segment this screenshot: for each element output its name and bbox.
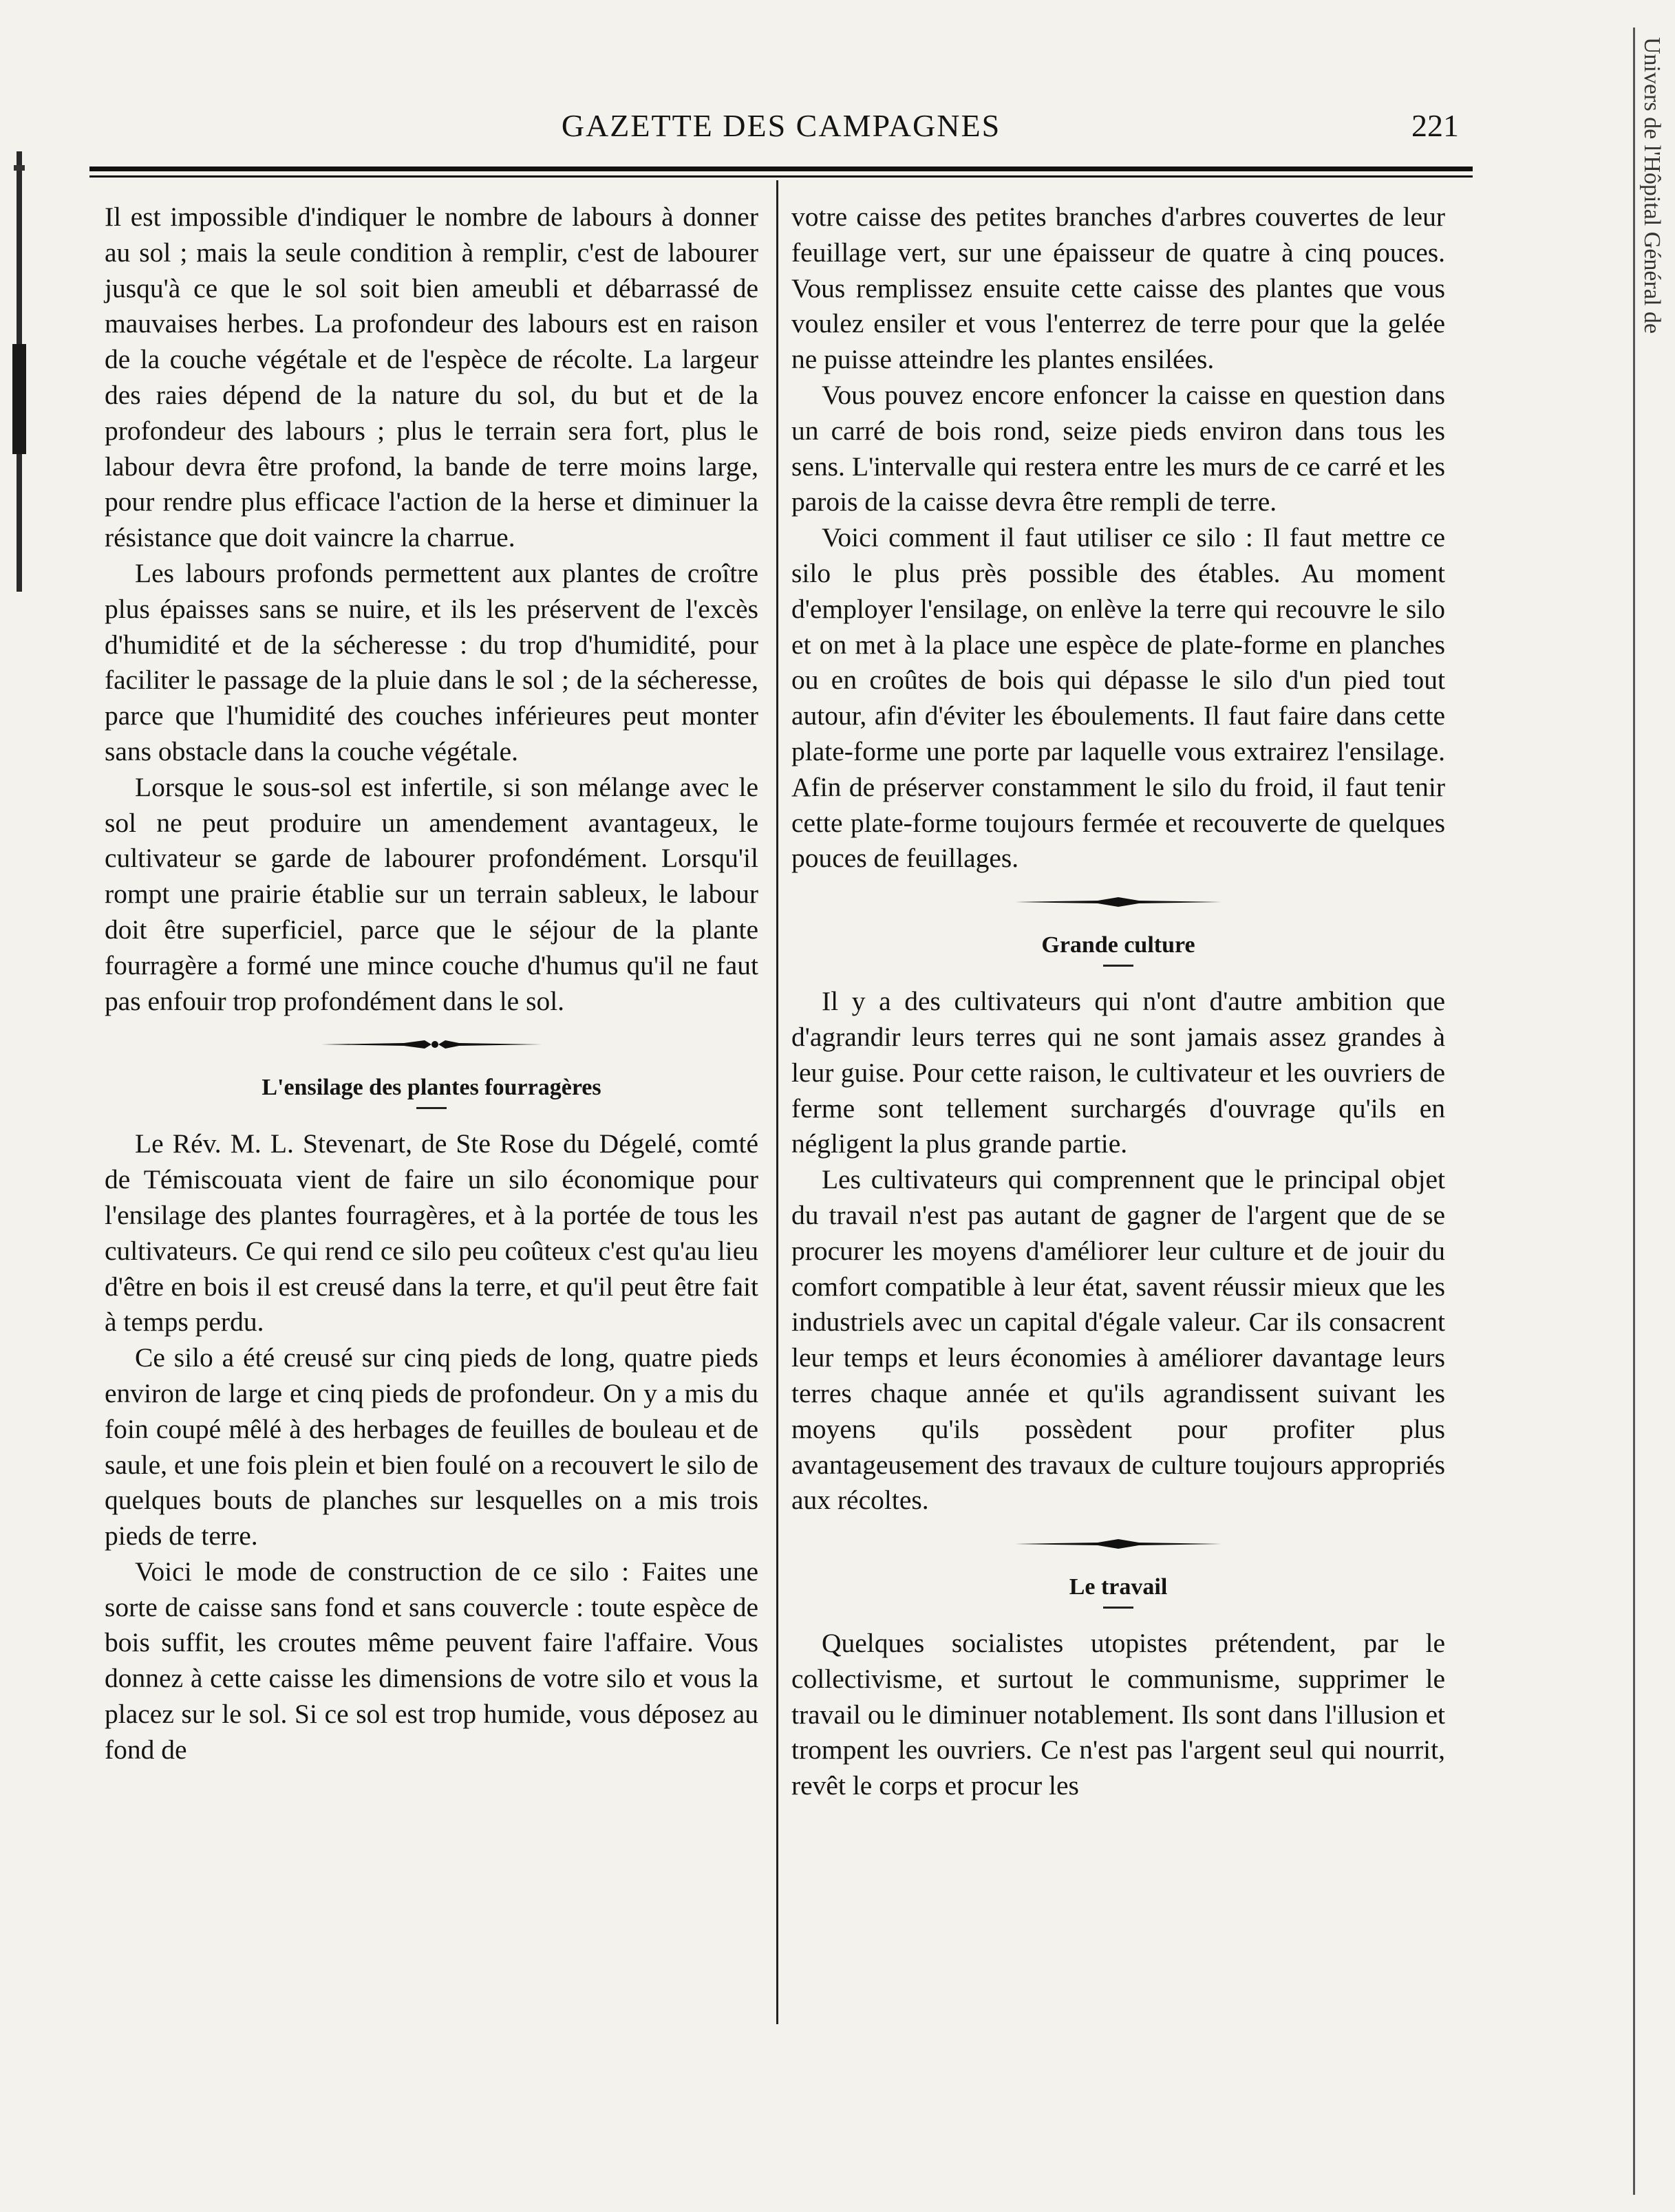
- heading-dash: [791, 963, 1445, 984]
- publication-title: GAZETTE DES CAMPAGNES: [561, 108, 1001, 143]
- page-number: 221: [1411, 108, 1459, 143]
- left-column: [105, 200, 758, 1768]
- paragraph: Ce silo a été creusé sur cinq pieds de long, quatre pieds environ de large et cinq pieds de profondeur. On y a mis du foin coupé mêlé à des herbages de feuilles de bouleau et de saule, et une fois plein et bien foulé on a recouvert le silo de quelques bouts de planches sur lesquelles on a mis trois pieds de terre.: [105, 1342, 758, 1551]
- right-column: [791, 200, 1445, 1804]
- paragraph: Vous pouvez encore enfoncer la caisse en question dans un carré de bois rond, seize pieds environ dans tous les sens. L'intervalle qui restera entre les murs de ce carré et les parois de la caisse devra être rempli de terre.: [791, 379, 1445, 517]
- archive-stamp-text: Univers de l'Hôpital Général de: [1639, 37, 1665, 334]
- paragraph: votre caisse des petites branches d'arbres couvertes de leur feuillage vert, sur une épaisseur de quatre à cinq pouces. Vous remplissez ensuite cette caisse des plantes que vous voulez ensiler et vous l'enterrez de terre pour que la gelée ne puisse atteindre les plantes ensilées.: [791, 202, 1445, 375]
- section-heading: L'ensilage des plantes fourragères: [262, 1075, 601, 1101]
- section-ornament: [791, 877, 1445, 927]
- section-ornament: [791, 1518, 1445, 1569]
- paragraph: Lorsque le sous-sol est infertile, si son mélange avec le sol ne peut produire un amendement avantageux, le cultivateur se garde de labourer profondément. Lorsqu'il rompt une prairie établie sur un terrain sableux, le labour doit être superficiel, parce que le séjour de la plante fourragère a formé une mince couche d'humus qu'il ne faut pas enfouir trop profondément dans le sol.: [105, 771, 758, 1016]
- paragraph: Il y a des cultivateurs qui n'ont d'autre ambition que d'agrandir leurs terres qui ne sont jamais assez grandes à leur guise. Pour cette raison, le cultivateur et les ouvriers de ferme sont tellement surchargés d'ouvrage qu'ils en négligent la plus grande partie.: [791, 986, 1445, 1159]
- page-header: [89, 103, 1473, 151]
- binding-edge-marks: [10, 138, 30, 619]
- right-edge-rule: [1633, 28, 1635, 2195]
- section-heading: Le travail: [1069, 1574, 1168, 1600]
- section-heading: Grande culture: [1041, 932, 1195, 958]
- paragraph: Le Rév. M. L. Stevenart, de Ste Rose du Dégelé, comté de Témiscouata vient de faire un silo économique pour l'ensilage des plantes fourragères, et à la portée de tous les cultivateurs. Ce qui rend ce silo peu coûteux c'est qu'au lieu d'être en bois il est creusé dans la terre, et qu'il peut être fait à temps perdu.: [105, 1128, 758, 1338]
- column-divider: [776, 180, 778, 2024]
- paragraph: Quelques socialistes utopistes prétendent, par le collectivisme, et surtout le communisme, supprimer le travail ou le diminuer notablement. Ils sont dans l'illusion et trompent les ouvriers. Ce n'est pas l'argent seul qui nourrit, revêt le corps et procur les: [791, 1628, 1445, 1801]
- paragraph: Voici comment il faut utiliser ce silo : Il faut mettre ce silo le plus près possible des étables. Au moment d'employer l'ensilage, on enlève la terre qui recouvre le silo et on met à la place une espèce de plate-forme en planches ou en croûtes de bois qui dépasse le silo d'un pied tout autour, afin d'éviter les éboulements. Il faut faire dans cette plate-forme une porte par laquelle vous extrairez l'ensilage. Afin de préserver constamment le silo du froid, il faut tenir cette plate-forme toujours fermée et recouverte de quelques pouces de feuillages.: [791, 522, 1445, 874]
- heading-dash: [105, 1106, 758, 1126]
- paragraph: Les cultivateurs qui comprennent que le principal objet du travail n'est pas autant de gagner de l'argent que de se procurer les moyens d'améliorer leur culture et de jouir du comfort compatible à leur état, savent réussir mieux que les industriels avec un capital d'égale valeur. Car ils consacrent leur temps et leurs économies à améliorer davantage leurs terres chaque année et qu'ils agrandissent suivant les moyens qu'ils possèdent pour profiter plus avantageusement des travaux de culture toujours appropriés aux récoltes.: [791, 1164, 1445, 1516]
- paragraph: Voici le mode de construction de ce silo : Faites une sorte de caisse sans fond et sans couvercle : toute espèce de bois suffit, les croutes même peuvent faire l'affaire. Vous donnez à cette caisse les dimensions de votre silo et vous la placez sur le sol. Si ce sol est trop humide, vous déposez au fond de: [105, 1556, 758, 1765]
- paragraph: Les labours profonds permettent aux plantes de croître plus épaisses sans se nuire, et ils les préservent de l'excès d'humidité et de la sécheresse : du trop d'humidité, pour faciliter le passage de la pluie dans le sol ; de la sécheresse, parce que l'humidité des couches inférieures peut monter sans obstacle dans la couche végétale.: [105, 557, 758, 766]
- heading-dash: [791, 1605, 1445, 1626]
- paragraph: Il est impossible d'indiquer le nombre de labours à donner au sol ; mais la seule condition à remplir, c'est de labourer jusqu'à ce que le sol soit bien ameubli et débarrassé de mauvaises herbes. La profondeur des labours est en raison de la couche végétale et de l'espèce de récolte. La largeur des raies dépend de la nature du sol, du but et de la profondeur des labours ; plus le terrain sera fort, plus le labour devra être profond, la bande de terre moins large, pour rendre plus efficace l'action de la herse et diminuer la résistance que doit vaincre la charrue.: [105, 202, 758, 553]
- section-ornament: [105, 1019, 758, 1070]
- header-rule-thick: [89, 167, 1473, 171]
- header-rule-thin: [89, 175, 1473, 178]
- archive-stamp: [1631, 34, 1665, 447]
